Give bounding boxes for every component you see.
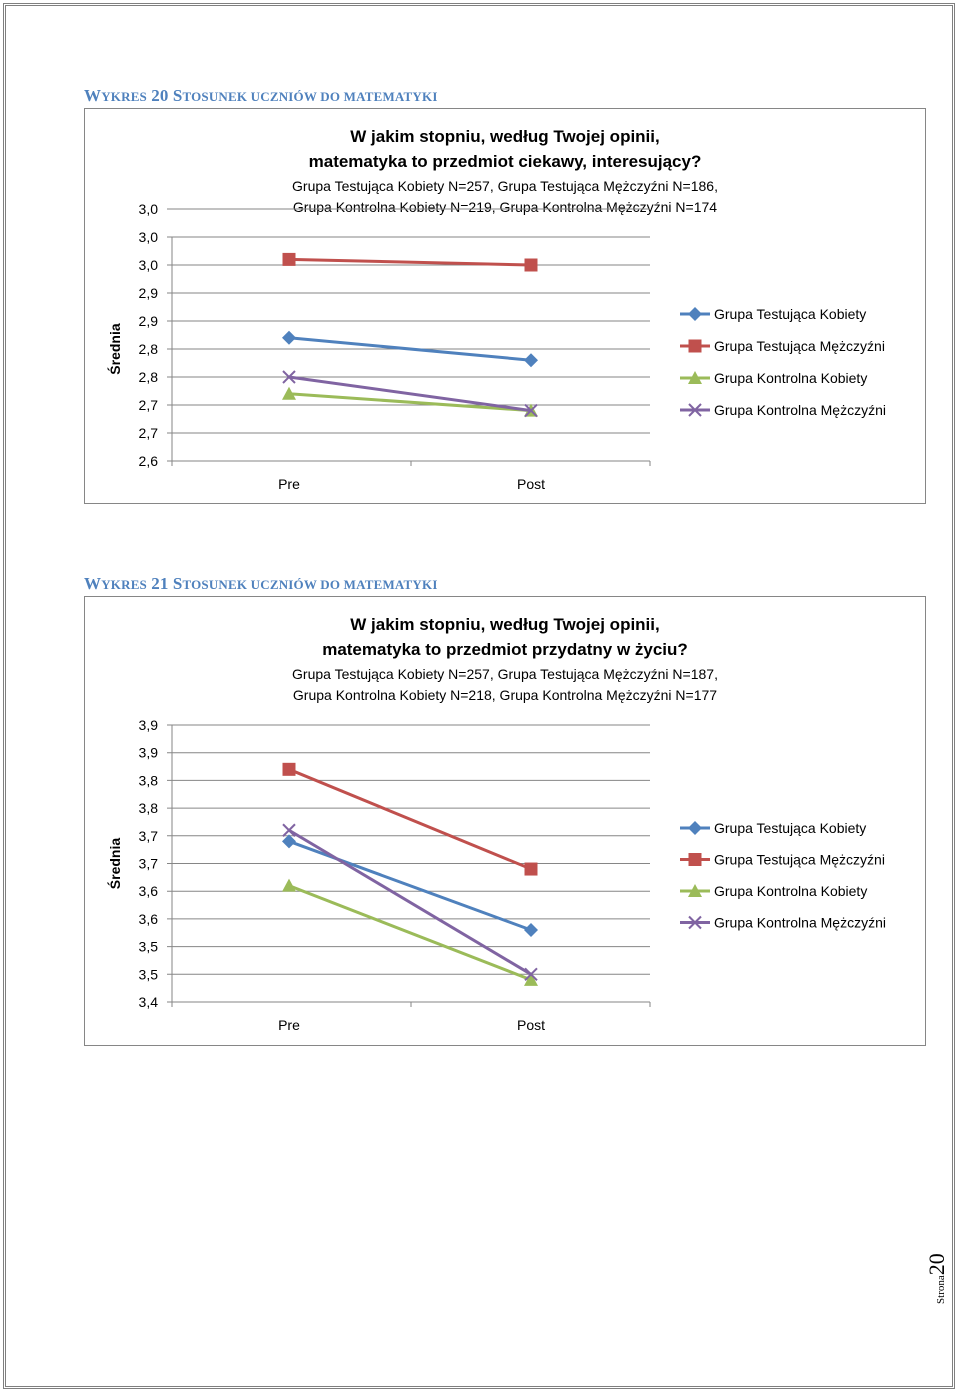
chart-21-legend-item-grupa-testujaca-mezczyzni <box>680 852 885 868</box>
figure-caption-21: WYKRES 21 STOSUNEK UCZNIÓW DO MATEMATYKI <box>84 574 438 593</box>
chart-21-y-tick-label: 3,9 <box>138 744 158 761</box>
chart-21-legend-item-grupa-kontrolna-kobiety <box>680 883 867 899</box>
chart-21-legend-item-grupa-kontrolna-mezczyzni <box>680 915 886 931</box>
chart-20-legend-item-grupa-testujaca-kobiety <box>680 306 866 322</box>
chart-20-y-tick-label: 3,0 <box>138 229 158 245</box>
chart-20-legend-marker <box>688 307 702 321</box>
chart-21-x-tick-label: Pre <box>278 1017 300 1033</box>
chart-21-x-tick-label: Post <box>516 1017 546 1033</box>
chart-20-subtitle-line: Grupa Kontrolna Kobiety N=219, Grupa Kontrolna Mężczyźni N=174 <box>292 199 718 215</box>
page-label: Strona <box>935 1275 947 1304</box>
chart-21-legend-label: Grupa Kontrolna Mężczyźni <box>714 914 886 931</box>
chart-20-x-tick-label: Post <box>516 476 546 492</box>
chart-20-line-grupa-kontrolna-kobiety <box>289 394 531 411</box>
chart-21-y-tick-label: 3,9 <box>138 717 158 733</box>
chart-20-y-tick-label: 2,7 <box>138 397 158 413</box>
chart-21-y-axis-label: Średnia <box>107 837 123 890</box>
chart-20-point-grupa-testujaca-mezczyzni-pre <box>283 253 296 266</box>
chart-20-y-tick-label: 2,6 <box>138 453 158 469</box>
chart-20-y-tick-label: 2,8 <box>138 341 158 357</box>
page-footer <box>920 1214 950 1304</box>
chart-21-legend-label: Grupa Kontrolna Kobiety <box>714 883 868 899</box>
chart-21-legend-item-grupa-testujaca-kobiety <box>680 820 866 836</box>
chart-20-point-grupa-testujaca-kobiety-pre <box>282 331 296 345</box>
chart-20-y-tick-label: 3,0 <box>138 201 158 217</box>
chart-21-point-grupa-testujaca-mezczyzni-post <box>525 863 538 876</box>
chart-21-y-tick-label: 3,6 <box>138 910 158 927</box>
chart-21-series-grupa-testujaca-mezczyzni <box>283 763 538 876</box>
chart-20-y-axis-label: Średnia <box>107 323 123 375</box>
chart-21-y-tick-label: 3,8 <box>138 800 158 817</box>
chart-21-y-tick-label: 3,7 <box>138 855 158 872</box>
chart-20-line-grupa-kontrolna-mezczyzni <box>289 377 531 411</box>
chart-20-point-grupa-testujaca-mezczyzni-post <box>525 259 538 272</box>
chart-20-legend-label: Grupa Testująca Mężczyźni <box>714 338 885 354</box>
chart-21-legend-marker <box>689 853 702 866</box>
chart-21-point-grupa-kontrolna-kobiety-pre <box>282 879 296 892</box>
chart-20-y-tick-label: 2,8 <box>138 369 158 385</box>
chart-21-y-tick-label: 3,5 <box>138 938 158 955</box>
chart-21-y-tick-label: 3,5 <box>138 966 158 983</box>
chart-20-x-tick-label: Pre <box>278 476 300 492</box>
chart-20-frame <box>84 108 926 504</box>
chart-21-subtitle-line: Grupa Kontrolna Kobiety N=218, Grupa Kontrolna Mężczyźni N=177 <box>292 687 718 703</box>
chart-21-legend-label: Grupa Testująca Mężczyźni <box>714 851 885 868</box>
chart-21-frame <box>84 596 926 1046</box>
chart-21-series-grupa-kontrolna-kobiety <box>282 879 538 986</box>
chart-20-y-tick-label: 2,7 <box>138 425 158 441</box>
chart-21-y-tick-label: 3,6 <box>138 883 158 900</box>
page-number: 20 <box>924 1253 949 1276</box>
figure-caption-20: WYKRES 20 STOSUNEK UCZNIÓW DO MATEMATYKI <box>84 86 438 105</box>
chart-20-y-tick-label: 2,9 <box>138 285 158 301</box>
chart-20-legend-item-grupa-testujaca-mezczyzni <box>680 338 885 354</box>
chart-21-line-grupa-kontrolna-mezczyzni <box>289 830 531 974</box>
chart-20-legend-label: Grupa Testująca Kobiety <box>714 306 867 322</box>
chart-21-legend-marker <box>688 821 702 835</box>
chart-20-legend-item-grupa-kontrolna-mezczyzni <box>680 402 886 418</box>
chart-21-y-tick-label: 3,8 <box>138 772 158 789</box>
chart-21-title-line: matematyka to przedmiot przydatny w życiu? <box>322 640 688 659</box>
chart-20-subtitle-line: Grupa Testująca Kobiety N=257, Grupa Testująca Mężczyźni N=186, <box>292 178 718 194</box>
chart-21-point-grupa-testujaca-mezczyzni-pre <box>283 763 296 776</box>
chart-20-legend-label: Grupa Kontrolna Kobiety <box>714 370 868 386</box>
chart-21-subtitle-line: Grupa Testująca Kobiety N=257, Grupa Testująca Mężczyźni N=187, <box>292 666 718 682</box>
chart-20-series-grupa-kontrolna-kobiety <box>282 387 538 417</box>
chart-21-y-tick-label: 3,4 <box>138 994 158 1010</box>
chart-20-title-line: matematyka to przedmiot ciekawy, interesujący? <box>308 152 702 171</box>
chart-20-line-grupa-testujaca-mezczyzni <box>289 259 531 265</box>
chart-20-series-grupa-testujaca-mezczyzni <box>283 253 538 272</box>
chart-20-y-tick-label: 2,9 <box>138 313 158 329</box>
chart-20 <box>85 109 925 503</box>
chart-20-legend-label: Grupa Kontrolna Mężczyźni <box>714 402 886 418</box>
chart-20-legend-marker <box>689 340 702 353</box>
chart-20-point-grupa-testujaca-kobiety-post <box>524 353 538 367</box>
chart-20-legend-item-grupa-kontrolna-kobiety <box>680 370 867 386</box>
chart-21-point-grupa-testujaca-kobiety-post <box>524 923 538 937</box>
chart-21-y-tick-label: 3,7 <box>138 827 158 844</box>
chart-20-title-line: W jakim stopniu, według Twojej opinii, <box>350 127 660 146</box>
chart-21 <box>85 597 925 1045</box>
chart-20-y-tick-label: 3,0 <box>138 257 158 273</box>
chart-21-legend-label: Grupa Testująca Kobiety <box>714 820 867 836</box>
chart-21-line-grupa-kontrolna-kobiety <box>289 886 531 980</box>
chart-21-series-grupa-kontrolna-mezczyzni <box>283 824 537 980</box>
chart-21-title-line: W jakim stopniu, według Twojej opinii, <box>350 615 660 634</box>
